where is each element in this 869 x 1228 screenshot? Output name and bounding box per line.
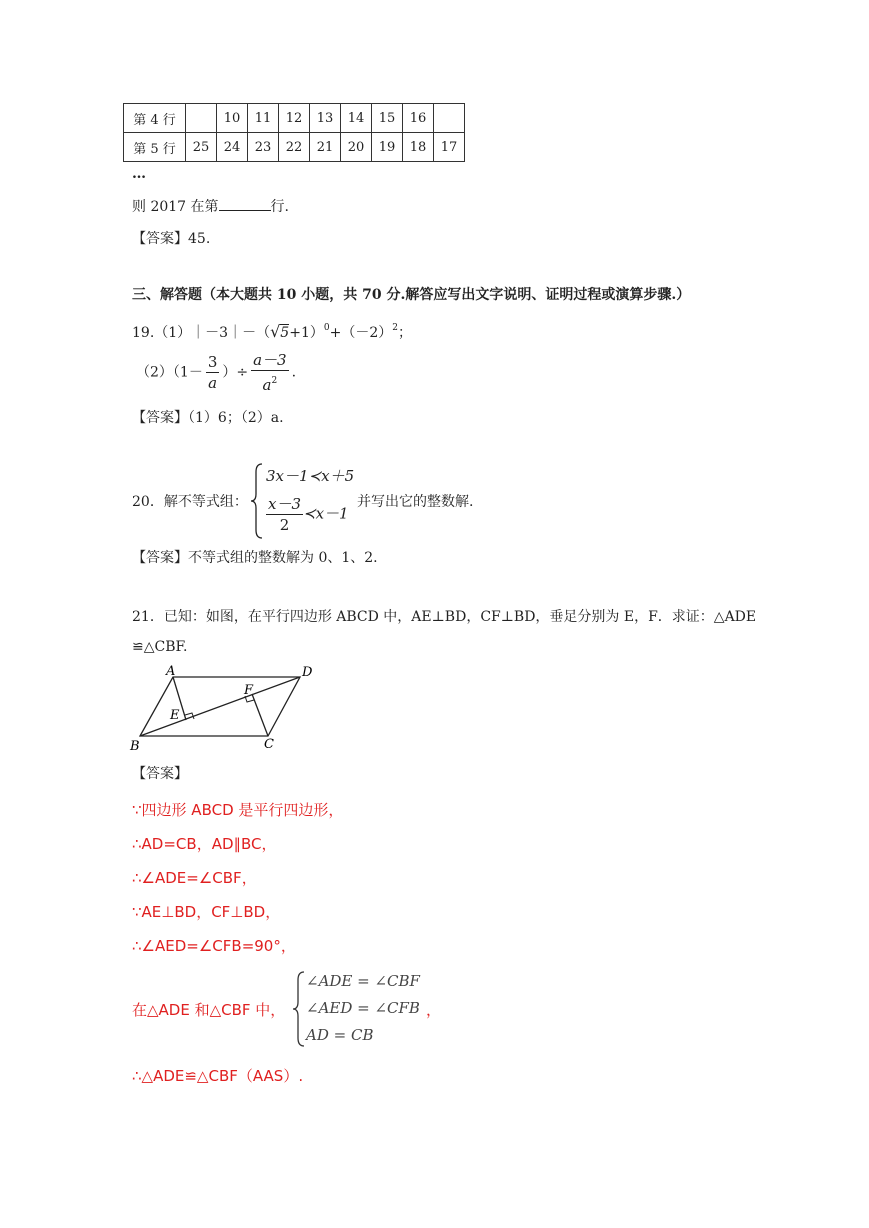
table-cell: 15	[372, 104, 403, 133]
table-cell: 25	[186, 133, 217, 162]
label-c: C	[264, 737, 274, 752]
fraction-3-over-a	[206, 352, 220, 393]
table-row	[124, 133, 465, 162]
table-cell: 16	[403, 104, 434, 133]
q21-line2: ≌△CBF.	[132, 639, 188, 655]
system-eq-2: ∠AED = ∠CFB	[306, 999, 420, 1017]
table-cell: 23	[248, 133, 279, 162]
ellipsis: …	[132, 166, 146, 182]
parallelogram-figure	[128, 660, 328, 756]
frac-numerator: a－3	[253, 351, 287, 369]
solution-line-4: ∵AE⊥BD，CF⊥BD，	[132, 903, 281, 921]
frac-den-exponent: 2	[271, 376, 278, 386]
q18-after: 行.	[270, 199, 289, 215]
exponent-zero: 0	[323, 323, 330, 333]
q18-before: 则 2017 在第	[132, 199, 219, 215]
frac-denominator	[251, 371, 289, 395]
q20-answer: 【答案】不等式组的整数解为 0、1、2.	[132, 550, 378, 566]
q19-text-a: 19.（1）｜－3｜－（	[132, 325, 271, 341]
solution-line-2: ∴AD=CB，AD∥BC，	[132, 835, 277, 853]
q19-text-c: +（－2）	[329, 325, 393, 341]
fraction-x-minus-3-over-2	[266, 494, 303, 535]
table-cell: 21	[310, 133, 341, 162]
table-cell: 12	[279, 104, 310, 133]
q20-label: 20．解不等式组：	[132, 494, 248, 510]
table-cell	[186, 104, 217, 133]
exponent-two: 2	[392, 323, 398, 333]
sqrt-symbol: √	[270, 322, 281, 341]
table-cell	[434, 104, 465, 133]
table-cell: 17	[434, 133, 465, 162]
section-heading: 三、解答题（本大题共 10 小题，共 70 分.解答应写出文字说明、证明过程或演算步骤.）	[132, 287, 691, 303]
fraction-a-minus-3-over-a2	[251, 350, 289, 395]
left-brace	[292, 970, 306, 1048]
diagonal-bd	[140, 677, 300, 736]
table-cell: 22	[279, 133, 310, 162]
frac-denominator: 2	[279, 516, 290, 534]
segment-cf	[252, 694, 268, 736]
system-trailing-comma: ，	[426, 1001, 442, 1019]
q19-text-e: （2）（1－	[136, 364, 203, 381]
solution-line-3: ∴∠ADE=∠CBF，	[132, 869, 257, 887]
q18-answer: 【答案】45.	[132, 231, 211, 247]
frac-denominator: a	[208, 374, 218, 392]
q19-text-g: .	[291, 364, 297, 381]
solution-line-6: 在△ADE 和△CBF 中，	[132, 1001, 286, 1019]
solution-line-5: ∴∠AED=∠CFB=90°，	[132, 937, 296, 955]
table-cell: 11	[248, 104, 279, 133]
q21-line1: 21．已知：如图，在平行四边形 ABCD 中，AE⊥BD，CF⊥BD，垂足分别为 E，F．求证：△ADE	[132, 609, 757, 625]
left-brace	[250, 462, 264, 540]
answer-blank	[219, 196, 271, 211]
question-19-part2	[136, 350, 296, 395]
frac-numerator: 3	[207, 353, 218, 371]
question-18-text	[132, 196, 289, 217]
system-eq-3: AD = CB	[306, 1026, 374, 1044]
table-cell: 14	[341, 104, 372, 133]
label-f: F	[244, 683, 254, 698]
label-b: B	[130, 739, 140, 754]
table-cell: 18	[403, 133, 434, 162]
q19-text-f: ）÷	[222, 364, 249, 381]
label-d: D	[302, 665, 313, 680]
table-cell: 13	[310, 104, 341, 133]
q19-text-d: ；	[397, 325, 412, 341]
inequality-2-rest: ≺x－1	[303, 504, 349, 523]
table-cell: 10	[217, 104, 248, 133]
label-a: A	[166, 664, 176, 679]
table-cell: 24	[217, 133, 248, 162]
frac-numerator: x－3	[268, 495, 302, 513]
solution-line-1: ∵四边形 ABCD 是平行四边形，	[132, 801, 344, 819]
inequality-2	[266, 494, 349, 535]
number-table	[123, 103, 465, 162]
q19-answer: 【答案】（1）6；（2）a.	[132, 410, 284, 426]
table-row	[124, 104, 465, 133]
q20-suffix: 并写出它的整数解.	[357, 494, 474, 510]
solution-line-7: ∴△ADE≌△CBF（AAS）.	[132, 1067, 304, 1085]
sqrt-radicand: 5	[280, 325, 290, 341]
question-19-part1	[132, 318, 412, 343]
label-e: E	[170, 708, 180, 723]
table-cell: 19	[372, 133, 403, 162]
row-label: 第 4 行	[124, 104, 186, 133]
q19-text-b: +1）	[289, 325, 324, 341]
system-eq-1: ∠ADE = ∠CBF	[306, 972, 420, 990]
frac-den-base: a	[262, 376, 272, 394]
inequality-1: 3x－1≺x＋5	[266, 467, 355, 485]
table-cell: 20	[341, 133, 372, 162]
row-label: 第 5 行	[124, 133, 186, 162]
q21-answer-label: 【答案】	[132, 766, 188, 782]
